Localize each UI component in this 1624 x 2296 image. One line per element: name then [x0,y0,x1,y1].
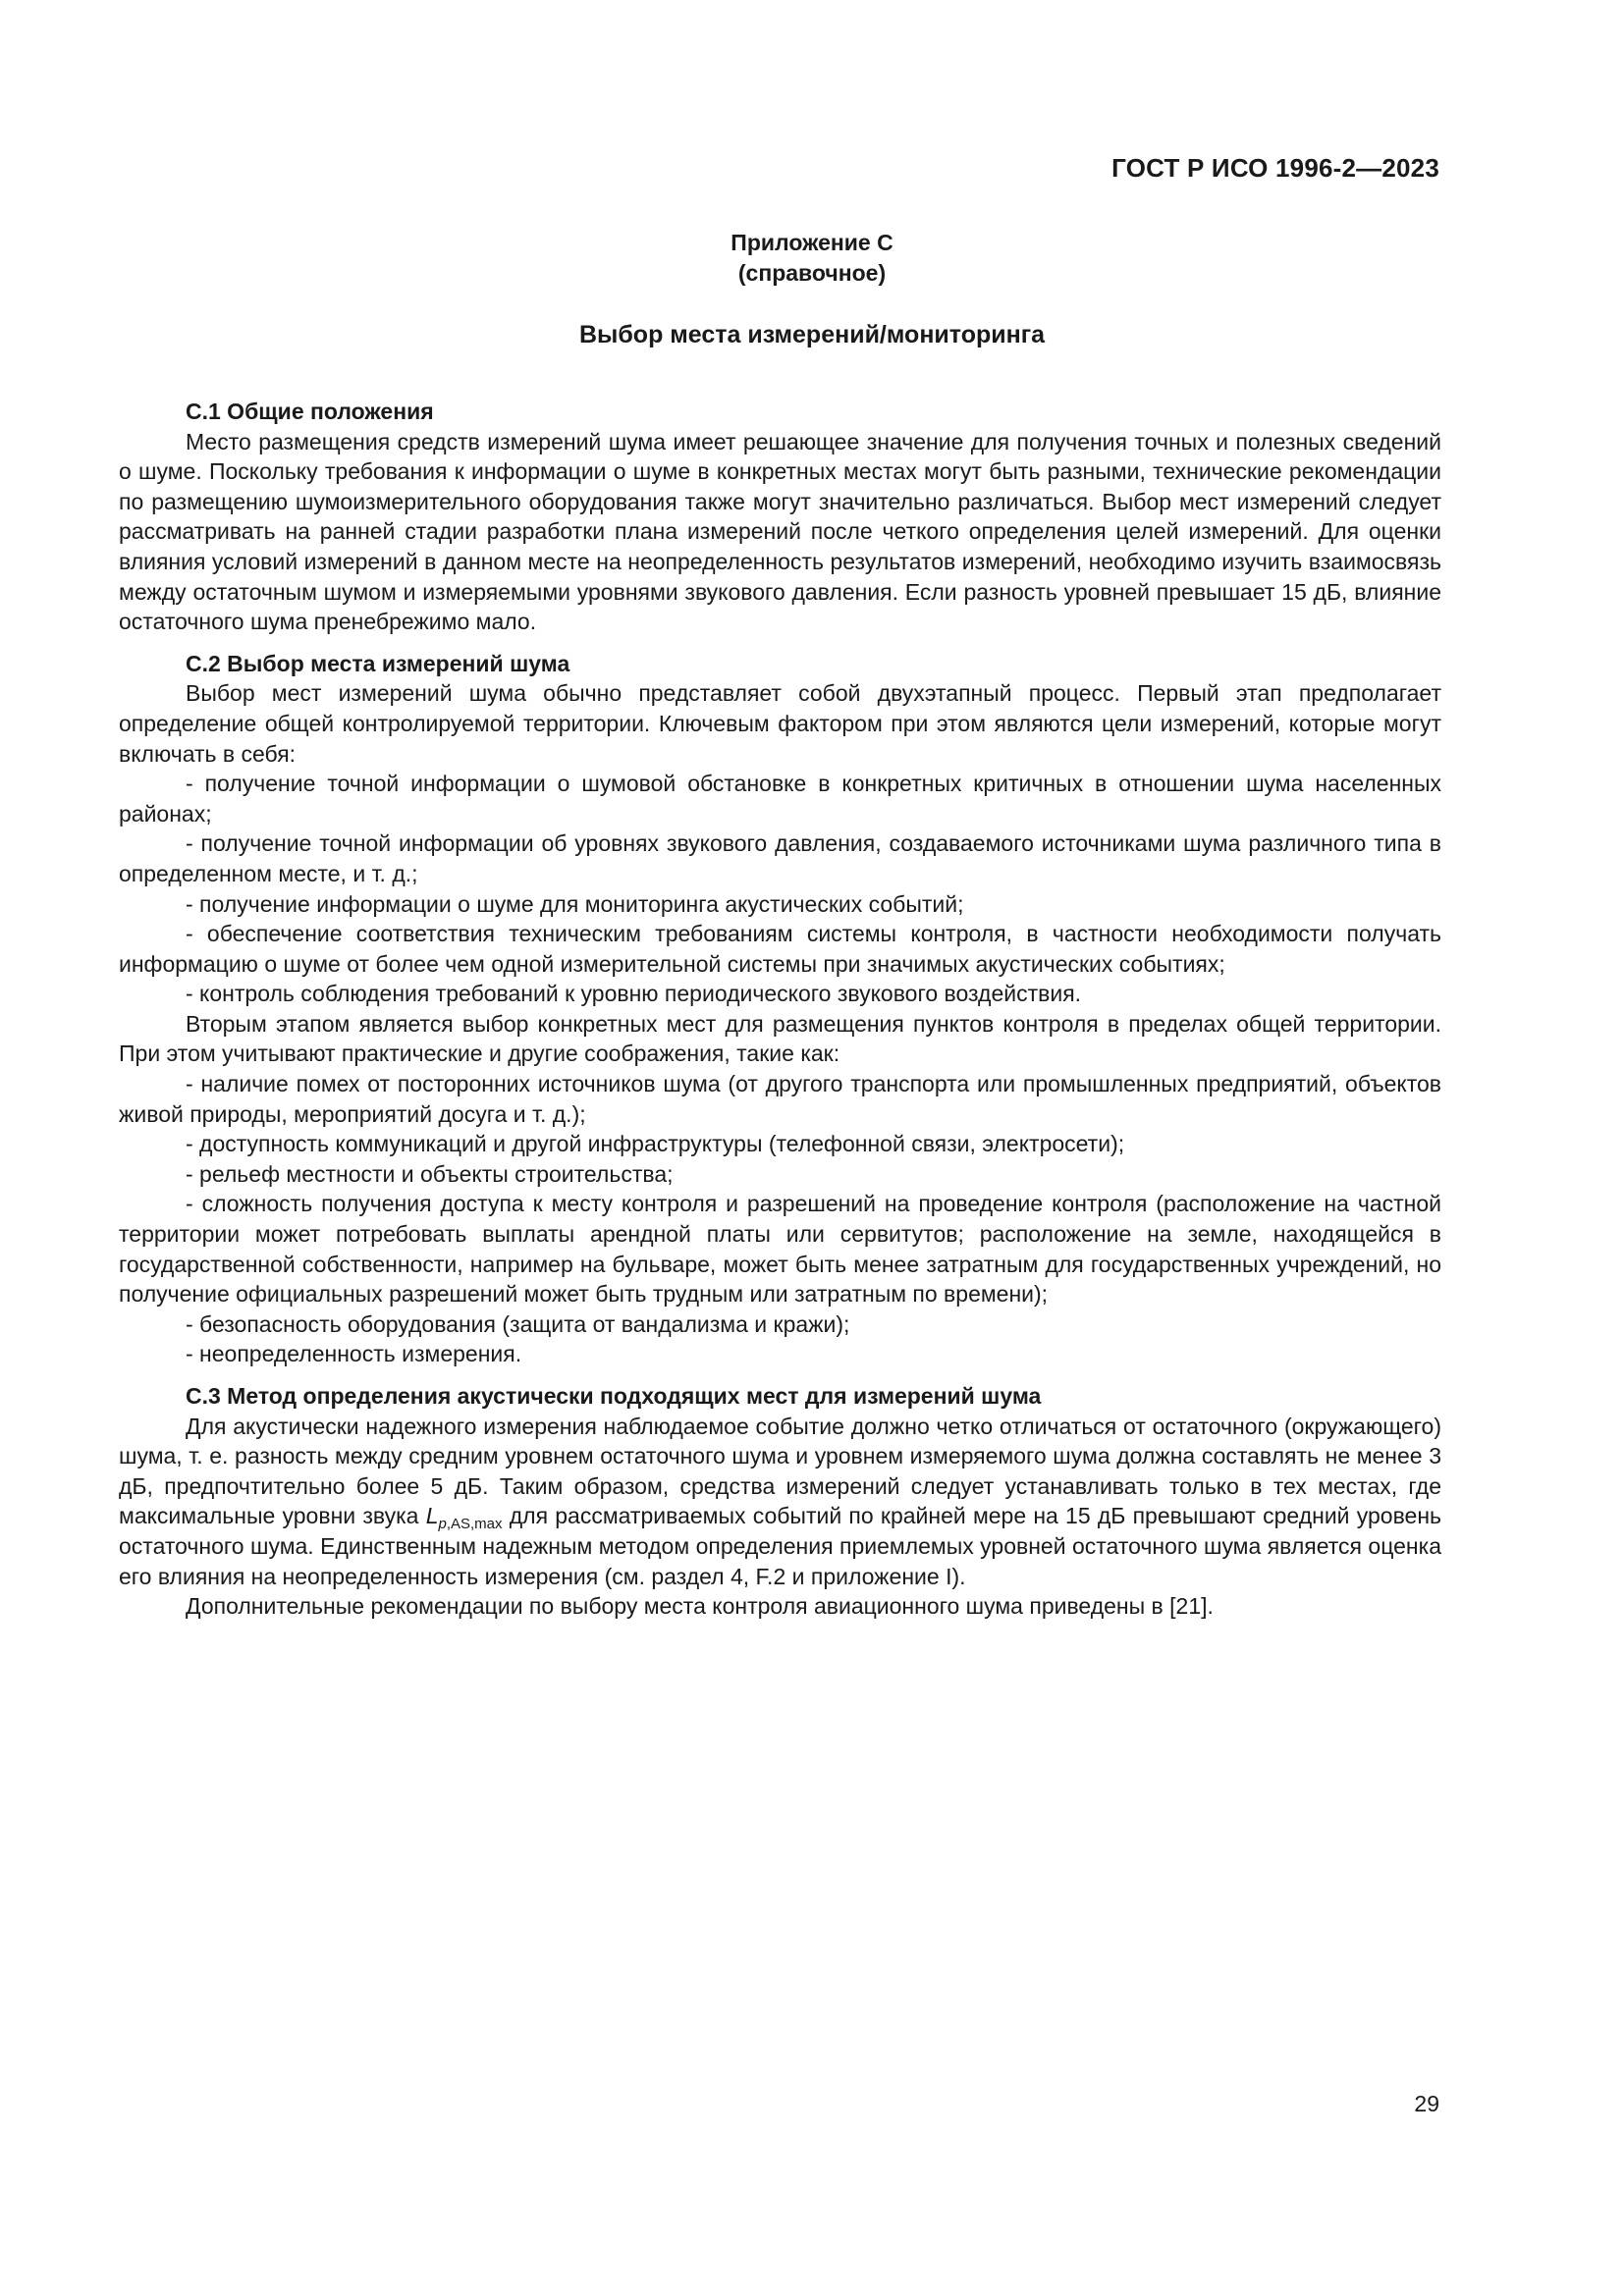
annex-label-block [0,228,1624,289]
list-item: - рельеф местности и объекты строительства; [186,1160,674,1187]
section-heading-c3: С.3 Метод определения акустически подходящих мест для измерений шума [186,1383,1042,1409]
list-item: - неопределенность измерения. [186,1341,522,1367]
text-run: для рассматриваемых событий по крайней мере на 15 дБ превышают средний уровень остаточного шума. Единственным надежным методом определения приемлемых уровней остаточного шума является оценка его влияния на неопределенность измерения (см. раздел 4, F.2 и приложение I). [119,1503,1442,1589]
symbol-subscript-italic: p [438,1516,447,1533]
paragraph-with-symbol [119,1412,1441,1592]
list-item: - контроль соблюдения требований к уровню периодического звукового воздействия. [186,981,1082,1007]
annex-label: Приложение С [731,230,893,255]
annex-title: Выбор места измерений/мониторинга [578,321,1046,348]
page-number: 29 [1414,2091,1439,2116]
list-item: - обеспечение соответствия техническим требованиям системы контроля, в частности необходимости получать информацию о шуме от более чем одной измерительной системы при значимых акустических событиях; [119,921,1441,977]
list-item: - получение точной информации об уровнях звукового давления, создаваемого источниками шума различного типа в определенном месте, и т. д.; [119,830,1441,886]
symbol-subscript-rest: ,AS,max [446,1516,503,1533]
paragraph: Место размещения средств измерений шума имеет решающее значение для получения точных и полезных сведений о шуме. Поскольку требования к информации о шуме в конкретных местах могут быть разными, технические рекомендации по размещению шумоизмерительного оборудования также могут значительно различаться. Выбор мест измерений следует рассматривать на ранней стадии разработки плана измерений после четкого определения целей измерений. Для оценки влияния условий измерений в данном месте на неопределенность результатов измерений, необходимо изучить взаимосвязь между остаточным шумом и измеряемыми уровнями звукового давления. Если разность уровней превышает 15 дБ, влияние остаточного шума пренебрежимо мало. [119,428,1441,635]
list-item: - безопасность оборудования (защита от вандализма и кражи); [186,1310,850,1337]
section-heading-c1: С.1 Общие положения [186,399,434,424]
symbol-subscript [438,1516,502,1532]
list-item: - сложность получения доступа к месту контроля и разрешений на проведение контроля (расположение на частной территории может потребовать выплаты арендной платы или сервитутов; расположение на земле, находящейся в государственной собственности, например на бульваре, может быть менее затратным для государственных учреждений, но получение официальных разрешений может быть трудным или затратным по времени); [119,1191,1441,1308]
symbol-letter: L [425,1503,439,1529]
list-item: - получение информации о шуме для мониторинга акустических событий; [186,890,964,917]
document-code: ГОСТ Р ИСО 1996-2—2023 [1111,153,1439,183]
document-body [119,397,1441,1622]
list-item: - получение точной информации о шумовой обстановке в конкретных критичных в отношении шума населенных районах; [119,771,1441,827]
paragraph: Выбор мест измерений шума обычно представляет собой двухэтапный процесс. Первый этап предполагает определение общей контролируемой территории. Ключевым фактором при этом являются цели измерений, которые могут включать в себя: [119,680,1441,767]
list-item: - доступность коммуникаций и другой инфраструктуры (телефонной связи, электросети); [186,1131,1125,1157]
text-run: Для акустически надежного измерения наблюдаемое событие должно четко отличаться от остаточного (окружающего) шума, т. е. разность между средним уровнем остаточного шума и уровнем измеряемого шума должна составлять не менее 3 дБ, предпочтительно более 5 дБ. Таким образом, средства измерений следует устанавливать только в тех местах, где максимальные уровни звука [119,1413,1441,1529]
list-item: - наличие помех от посторонних источников шума (от другого транспорта или промышленных предприятий, объектов живой природы, мероприятий досуга и т. д.); [119,1071,1441,1127]
section-heading-c2: С.2 Выбор места измерений шума [186,650,570,676]
paragraph: Дополнительные рекомендации по выбору места контроля авиационного шума приведены в [21]. [186,1593,1214,1620]
annex-status: (справочное) [737,260,887,286]
paragraph: Вторым этапом является выбор конкретных мест для размещения пунктов контроля в пределах общей территории. При этом учитывают практические и другие соображения, такие как: [119,1010,1441,1067]
